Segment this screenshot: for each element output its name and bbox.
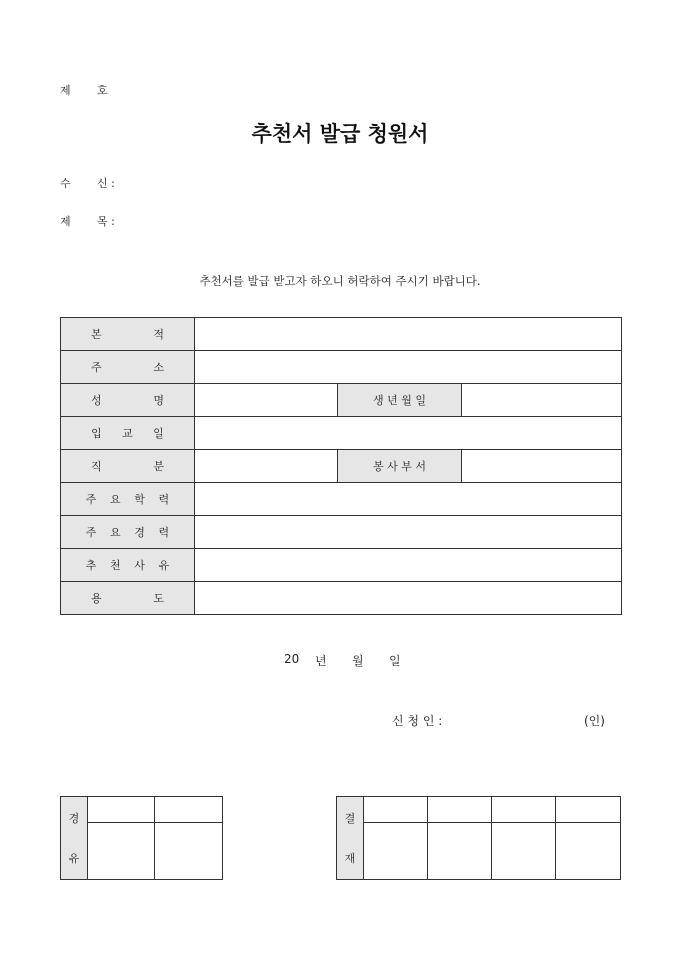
- row-education: [61, 483, 622, 516]
- career-char-2: 요: [110, 526, 121, 539]
- purpose-char-2: 도: [153, 592, 164, 605]
- recipient-label-2: 신 :: [97, 177, 115, 190]
- approval-header-4: [556, 797, 621, 823]
- via-sign-2[interactable]: [155, 823, 223, 880]
- purpose-value[interactable]: [195, 582, 622, 615]
- purpose-label: [61, 582, 195, 615]
- intro-text: 추천서를 발급 받고자 하오니 허락하여 주시기 바랍니다.: [199, 274, 481, 288]
- row-name: [61, 384, 622, 417]
- position-label: [61, 450, 195, 483]
- application-form-table: [60, 317, 622, 615]
- entry-date-char-3: 일: [153, 427, 164, 440]
- approval-box: [336, 796, 621, 880]
- domicile-char-2: 적: [153, 328, 164, 341]
- row-position: [61, 450, 622, 483]
- date-year-unit: 년: [315, 654, 327, 668]
- education-label: [61, 483, 195, 516]
- address-char-1: 주: [91, 361, 102, 374]
- entry-date-char-2: 교: [122, 427, 133, 440]
- subject-label-2: 목 :: [97, 215, 115, 228]
- row-address: [61, 351, 622, 384]
- approval-char-2: 재: [344, 852, 356, 865]
- reason-char-4: 유: [158, 559, 170, 572]
- via-header-1: [88, 797, 155, 823]
- applicant-label: 신 청 인 :: [392, 714, 443, 728]
- entry-date-value[interactable]: [195, 417, 622, 450]
- date-month-unit: 월: [352, 654, 364, 668]
- row-career: [61, 516, 622, 549]
- domicile-label: [61, 318, 195, 351]
- row-domicile: [61, 318, 622, 351]
- address-value[interactable]: [195, 351, 622, 384]
- entry-date-char-1: 입: [91, 427, 102, 440]
- address-char-2: 소: [153, 361, 164, 374]
- subject-label-1: 제: [60, 215, 71, 228]
- via-label: [61, 797, 88, 880]
- career-char-1: 주: [85, 526, 97, 539]
- row-entry-date: [61, 417, 622, 450]
- name-char-2: 명: [153, 394, 164, 407]
- applicant-seal: (인): [584, 714, 605, 728]
- domicile-value[interactable]: [195, 318, 622, 351]
- page-title: 추천서 발급 청원서: [251, 121, 429, 146]
- name-char-1: 성: [91, 394, 102, 407]
- via-char-1: 경: [68, 812, 80, 825]
- name-label: [61, 384, 195, 417]
- reason-char-2: 천: [110, 559, 121, 572]
- recipient-label-1: 수: [60, 177, 71, 190]
- approval-sign-3[interactable]: [492, 823, 556, 880]
- approval-header-3: [492, 797, 556, 823]
- row-purpose: [61, 582, 622, 615]
- reason-value[interactable]: [195, 549, 622, 582]
- via-sign-1[interactable]: [88, 823, 155, 880]
- birth-label: 생 년 월 일: [338, 384, 462, 417]
- education-char-1: 주: [85, 493, 97, 506]
- education-value[interactable]: [195, 483, 622, 516]
- career-char-4: 력: [158, 526, 170, 539]
- approval-header-1: [364, 797, 428, 823]
- birth-value[interactable]: [462, 384, 622, 417]
- doc-number-label-prefix: 제: [60, 84, 71, 97]
- education-char-3: 학: [134, 493, 145, 506]
- via-char-2: 유: [68, 852, 80, 865]
- dept-value[interactable]: [462, 450, 622, 483]
- row-reason: [61, 549, 622, 582]
- position-char-2: 분: [153, 460, 164, 473]
- reason-char-3: 사: [134, 559, 145, 572]
- approval-sign-4[interactable]: [556, 823, 621, 880]
- via-box: [60, 796, 223, 880]
- approval-header-2: [428, 797, 492, 823]
- approval-char-1: 결: [344, 812, 356, 825]
- purpose-char-1: 용: [91, 592, 102, 605]
- date-year-prefix: 20: [284, 652, 300, 666]
- address-label: [61, 351, 195, 384]
- position-value[interactable]: [195, 450, 338, 483]
- entry-date-label: [61, 417, 195, 450]
- education-char-4: 력: [158, 493, 170, 506]
- date-day-unit: 일: [389, 654, 401, 668]
- education-char-2: 요: [110, 493, 121, 506]
- career-value[interactable]: [195, 516, 622, 549]
- approval-label: [337, 797, 364, 880]
- position-char-1: 직: [91, 460, 102, 473]
- via-header-2: [155, 797, 223, 823]
- approval-sign-1[interactable]: [364, 823, 428, 880]
- dept-label: 봉 사 부 서: [338, 450, 462, 483]
- doc-number-label-suffix: 호: [97, 84, 108, 97]
- career-label: [61, 516, 195, 549]
- name-value[interactable]: [195, 384, 338, 417]
- career-char-3: 경: [134, 526, 145, 539]
- reason-label: [61, 549, 195, 582]
- approval-sign-2[interactable]: [428, 823, 492, 880]
- reason-char-1: 추: [85, 559, 97, 572]
- domicile-char-1: 본: [91, 328, 102, 341]
